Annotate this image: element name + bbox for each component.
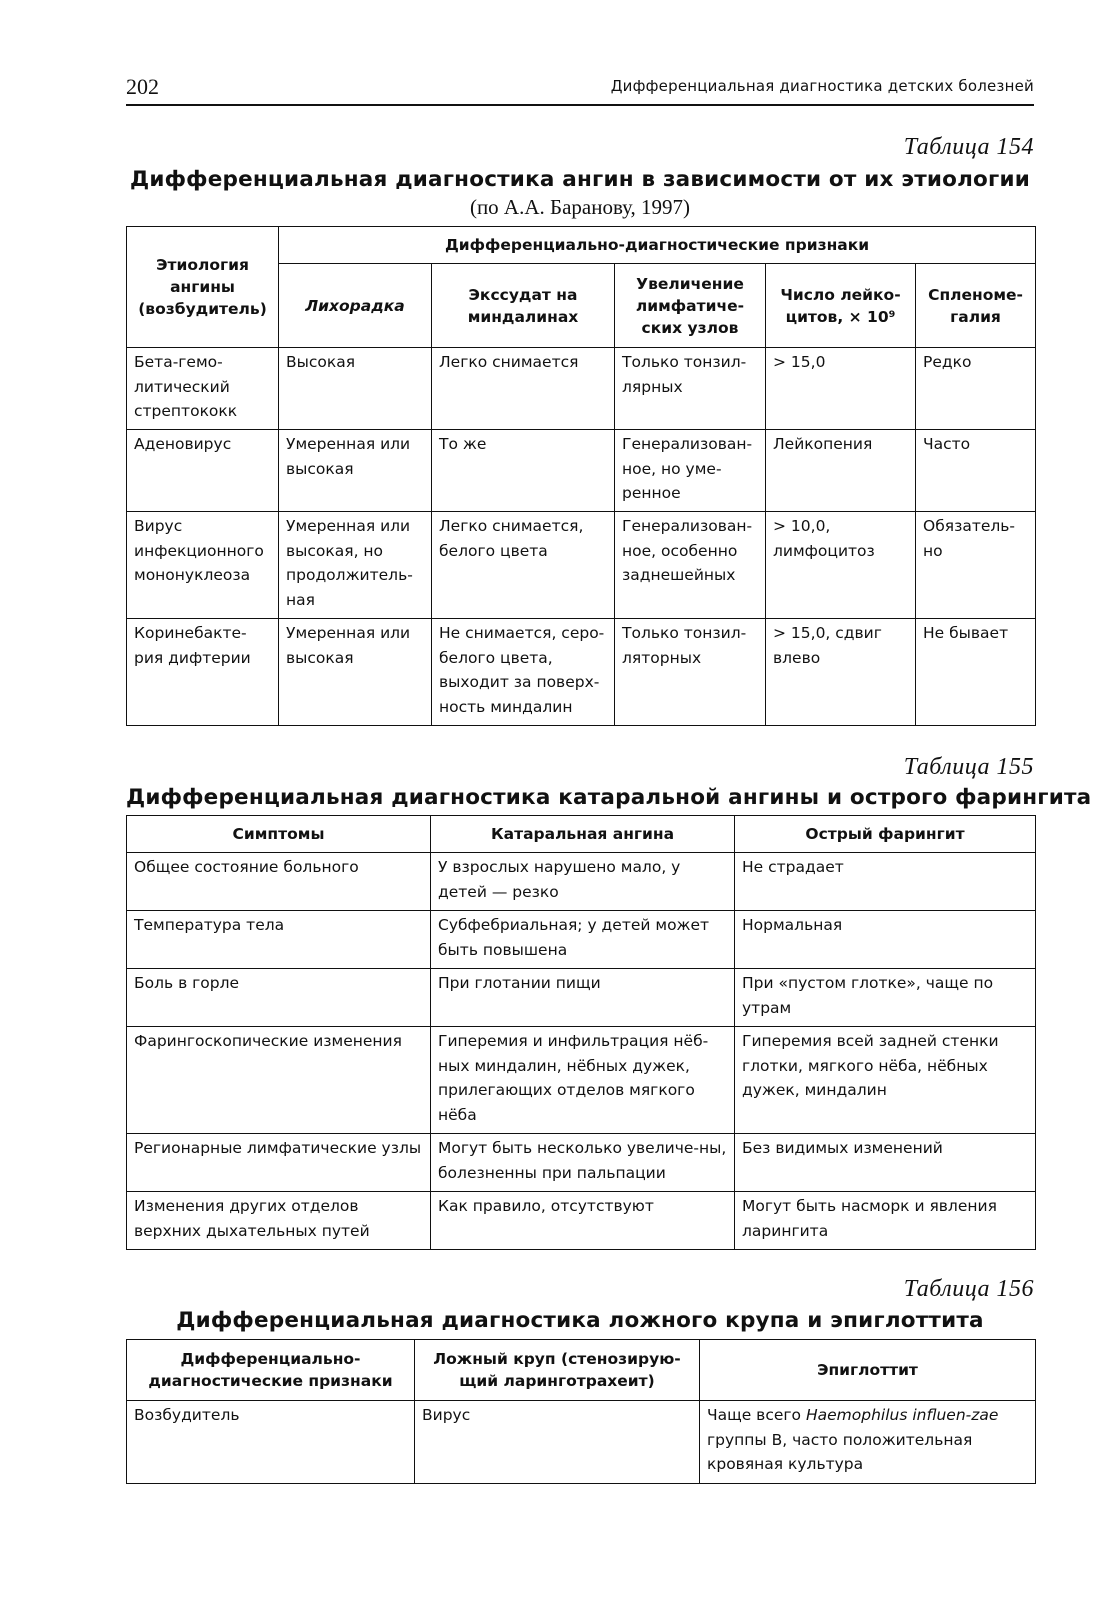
cell: Умеренная или высокая: [279, 619, 432, 726]
cell: Легко снимается: [432, 348, 615, 430]
cell: Гиперемия всей задней стенки глотки, мягкого нёба, нёбных дужек, миндалин: [735, 1027, 1036, 1134]
header-col: Острый фарингит: [735, 816, 1036, 853]
cell: > 10,0, лимфоцитоз: [766, 512, 916, 619]
header-col: Спленоме-галия: [916, 264, 1036, 348]
cell: Субфебриальная; у детей может быть повышена: [431, 911, 735, 969]
table-156-title: Дифференциальная диагностика ложного крупа и эпиглоттита: [176, 1308, 984, 1333]
cell: То же: [432, 430, 615, 512]
cell: Фарингоскопические изменения: [127, 1027, 431, 1134]
cell: Умеренная или высокая: [279, 430, 432, 512]
cell: Без видимых изменений: [735, 1134, 1036, 1192]
cell: Вирус инфекционного мононуклеоза: [127, 512, 279, 619]
cell: Могут быть насморк и явления ларингита: [735, 1192, 1036, 1250]
table-row: [127, 430, 1036, 512]
cell: Вирус: [415, 1401, 700, 1484]
header-col: Увеличение лимфатиче-ских узлов: [615, 264, 766, 348]
cell: Общее состояние больного: [127, 853, 431, 911]
cell: Как правило, отсутствуют: [431, 1192, 735, 1250]
table-row: [127, 853, 1036, 911]
table-row: [127, 1401, 1036, 1484]
page-number: 202: [126, 74, 159, 99]
cell: Часто: [916, 430, 1036, 512]
running-title: Дифференциальная диагностика детских болезней: [610, 77, 1034, 95]
cell: У взрослых нарушено мало, у детей — резко: [431, 853, 735, 911]
cell: Боль в горле: [127, 969, 431, 1027]
table-154-label: Таблица 154: [903, 134, 1034, 160]
header-etiology: Этиология ангины (возбудитель): [127, 227, 279, 348]
cell: Генерализован-ное, особенно заднешейных: [615, 512, 766, 619]
header-col: Ложный круп (стенозирую-щий ларинготрахеит): [415, 1340, 700, 1401]
cell: Возбудитель: [127, 1401, 415, 1484]
cell: Только тонзил-лярных: [615, 348, 766, 430]
cell: Не страдает: [735, 853, 1036, 911]
table-row: [127, 619, 1036, 726]
table-row: [127, 911, 1036, 969]
cell: Коринебакте-рия дифтерии: [127, 619, 279, 726]
header-group: Дифференциально-диагностические признаки: [279, 227, 1036, 264]
table-154: [126, 226, 1036, 726]
cell: При «пустом глотке», чаще по утрам: [735, 969, 1036, 1027]
cell: [700, 1401, 1036, 1484]
cell: Не снимается, серо-белого цвета, выходит за поверх-ность миндалин: [432, 619, 615, 726]
cell: Лейкопения: [766, 430, 916, 512]
table-row: [127, 512, 1036, 619]
cell: Гиперемия и инфильтрация нёб-ных миндалин, нёбных дужек, прилегающих отделов мягкого нёба: [431, 1027, 735, 1134]
cell: Бета-гемо-литический стрептококк: [127, 348, 279, 430]
header-col: Симптомы: [127, 816, 431, 853]
cell: Только тонзил-ляторных: [615, 619, 766, 726]
table-row: [127, 1192, 1036, 1250]
cell-text: группы В, часто положительная кровяная культура: [707, 1430, 973, 1473]
cell: Аденовирус: [127, 430, 279, 512]
table-154-subtitle: (по А.А. Баранову, 1997): [469, 195, 691, 219]
cell: Редко: [916, 348, 1036, 430]
header-col: Эпиглоттит: [700, 1340, 1036, 1401]
table-156: [126, 1339, 1036, 1484]
cell: Обязатель-но: [916, 512, 1036, 619]
cell: Умеренная или высокая, но продолжитель-ная: [279, 512, 432, 619]
table-row: [127, 1027, 1036, 1134]
cell: Могут быть несколько увеличе-ны, болезненны при пальпации: [431, 1134, 735, 1192]
cell: > 15,0: [766, 348, 916, 430]
table-155-label: Таблица 155: [903, 754, 1034, 780]
cell: Высокая: [279, 348, 432, 430]
header-col: Число лейко-цитов, × 10⁹: [766, 264, 916, 348]
cell: Регионарные лимфатические узлы: [127, 1134, 431, 1192]
cell: Легко снимается, белого цвета: [432, 512, 615, 619]
cell-text-italic: Haemophilus influen-zae: [805, 1406, 999, 1424]
page-header: [126, 74, 1034, 106]
table-row: [127, 348, 1036, 430]
table-154-title: Дифференциальная диагностика ангин в зависимости от их этиологии: [130, 167, 1030, 192]
header-col: Экссудат на миндалинах: [432, 264, 615, 348]
cell: Температура тела: [127, 911, 431, 969]
table-row: [127, 1134, 1036, 1192]
cell: При глотании пищи: [431, 969, 735, 1027]
table-155-title: Дифференциальная диагностика катаральной ангины и острого фарингита: [126, 785, 1092, 810]
table-155: [126, 815, 1036, 1250]
cell-text: Чаще всего: [707, 1406, 802, 1424]
header-col: Лихорадка: [279, 264, 432, 348]
cell: Нормальная: [735, 911, 1036, 969]
cell: Не бывает: [916, 619, 1036, 726]
cell: > 15,0, сдвиг влево: [766, 619, 916, 726]
cell: Генерализован-ное, но уме-ренное: [615, 430, 766, 512]
table-156-label: Таблица 156: [903, 1276, 1034, 1302]
cell: Изменения других отделов верхних дыхательных путей: [127, 1192, 431, 1250]
header-col: Дифференциально-диагностические признаки: [127, 1340, 415, 1401]
header-col: Катаральная ангина: [431, 816, 735, 853]
table-row: [127, 969, 1036, 1027]
